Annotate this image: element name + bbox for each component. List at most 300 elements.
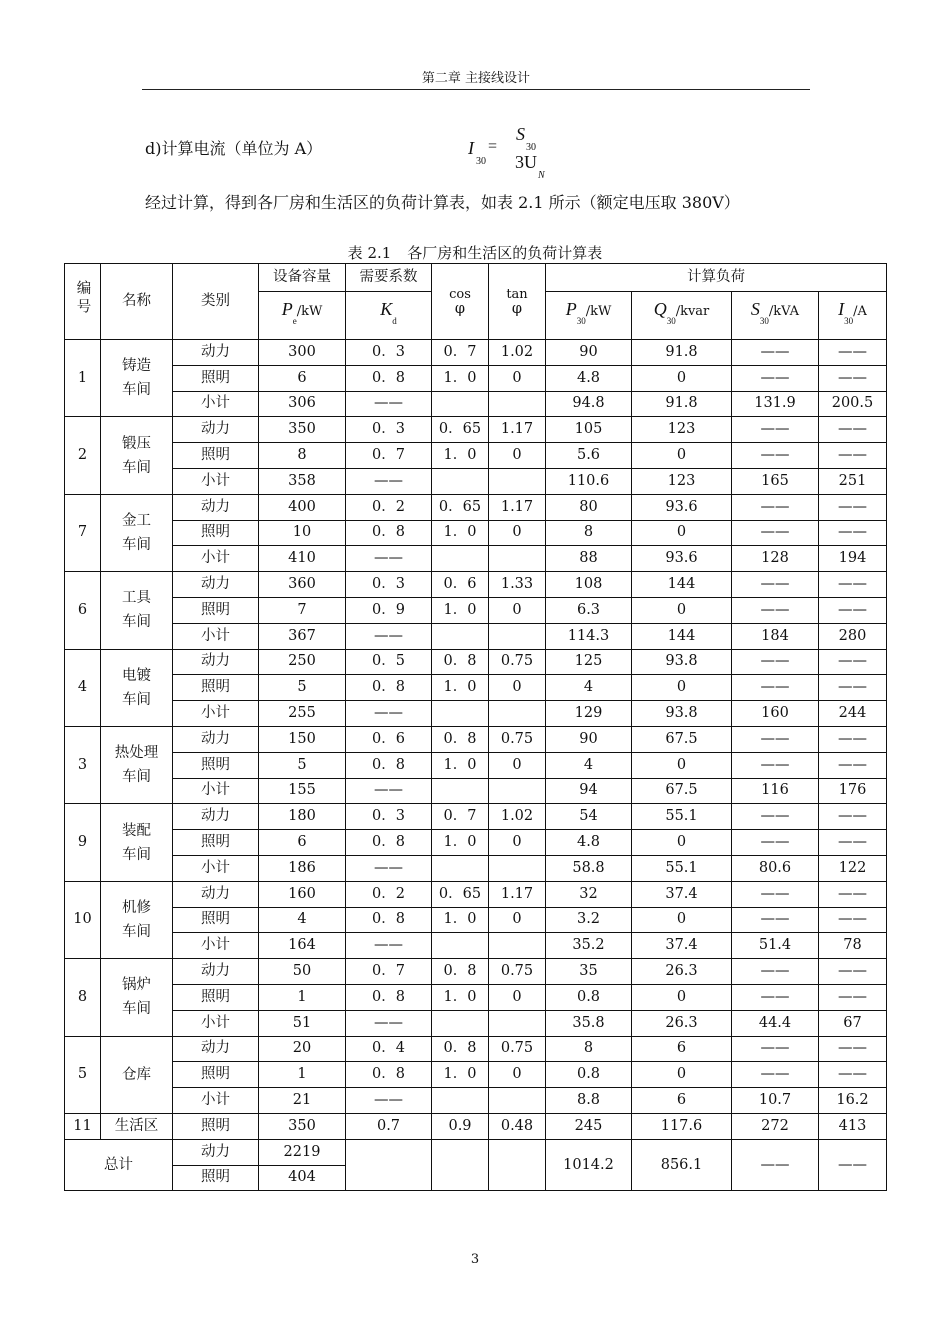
workshop-name-line: 车间	[122, 1001, 151, 1018]
table-cell	[489, 1010, 546, 1036]
table-cell: ——	[346, 933, 432, 959]
table-cell: 0．3	[346, 340, 432, 366]
table-cell: 4	[546, 752, 632, 778]
table-row	[65, 443, 887, 469]
table-cell: 0．7	[346, 959, 432, 985]
table-cell: ——	[732, 572, 819, 598]
table-cell	[432, 933, 489, 959]
workshop-number: 2	[65, 417, 101, 494]
workshop-number: 5	[65, 1036, 101, 1113]
workshop-name-line: 机修	[122, 899, 151, 916]
table-cell: 131.9	[732, 391, 819, 417]
table-cell: 108	[546, 572, 632, 598]
demand-symbol: K	[380, 299, 393, 319]
row-category: 照明	[173, 752, 259, 778]
workshop-name-line: 车间	[122, 536, 151, 553]
table-cell: 0	[489, 443, 546, 469]
table-cell: 10.7	[732, 1088, 819, 1114]
table-cell: ——	[819, 1062, 887, 1088]
table-cell: 0．2	[346, 881, 432, 907]
table-cell: 1．0	[432, 365, 489, 391]
table-cell: 0．8	[346, 675, 432, 701]
table-cell	[432, 623, 489, 649]
table-cell: 360	[259, 572, 346, 598]
table-cell: 1	[259, 1062, 346, 1088]
s30-unit: /kVA	[768, 304, 800, 319]
table-cell	[489, 391, 546, 417]
table-cell: 244	[819, 701, 887, 727]
formula-numerator: S	[516, 124, 525, 144]
table-cell	[489, 778, 546, 804]
table-cell: 0	[632, 597, 732, 623]
row-category: 动力	[173, 417, 259, 443]
table-cell: 54	[546, 804, 632, 830]
table-cell: 280	[819, 623, 887, 649]
table-cell: 80.6	[732, 855, 819, 881]
table-cell	[432, 778, 489, 804]
total-light-label: 照明	[173, 1165, 259, 1191]
table-cell: 165	[732, 468, 819, 494]
table-cell: ——	[819, 959, 887, 985]
table-cell: ——	[819, 984, 887, 1010]
workshop-name	[101, 649, 173, 726]
table-cell: 55.1	[632, 855, 732, 881]
table-row	[65, 933, 887, 959]
row-category: 照明	[173, 907, 259, 933]
table-cell: 照明	[173, 1113, 259, 1139]
table-cell: 1.33	[489, 572, 546, 598]
table-cell: ——	[346, 623, 432, 649]
capacity-symbol: P	[281, 299, 293, 319]
table-cell: 160	[732, 701, 819, 727]
table-cell: 0	[632, 907, 732, 933]
table-cell: 90	[546, 726, 632, 752]
table-cell: 67	[819, 1010, 887, 1036]
header-tan-top: tan	[506, 286, 528, 302]
table-cell: 1．0	[432, 443, 489, 469]
i30-unit: /A	[853, 304, 867, 319]
table-row	[65, 494, 887, 520]
table-cell: 0	[489, 365, 546, 391]
table-cell: 184	[732, 623, 819, 649]
table-cell: 0．8	[432, 726, 489, 752]
header-s30	[732, 292, 819, 340]
table-cell: 0．7	[432, 340, 489, 366]
table-cell: 4	[259, 907, 346, 933]
header-number	[65, 264, 101, 340]
table-cell: 250	[259, 649, 346, 675]
table-cell: 0．65	[432, 881, 489, 907]
workshop-name-line: 车间	[122, 459, 151, 476]
table-cell: 0.75	[489, 959, 546, 985]
workshop-number: 9	[65, 804, 101, 881]
workshop-name-line: 热处理	[114, 745, 159, 762]
formula-denominator: 3U	[515, 152, 537, 172]
workshop-name	[101, 881, 173, 958]
table-cell: 3.2	[546, 907, 632, 933]
table-cell: 0．7	[432, 804, 489, 830]
header-tan-bottom: φ	[511, 300, 523, 317]
table-cell: 0	[632, 365, 732, 391]
table-row	[65, 1010, 887, 1036]
table-cell: 0.75	[489, 726, 546, 752]
workshop-name	[101, 340, 173, 417]
table-cell: 105	[546, 417, 632, 443]
formula-equals: =	[488, 138, 498, 155]
table-cell: 0	[489, 984, 546, 1010]
table-row	[65, 468, 887, 494]
table-row	[65, 1036, 887, 1062]
table-row	[65, 365, 887, 391]
table-cell: 350	[259, 417, 346, 443]
table-cell: 0.9	[432, 1113, 489, 1139]
table-cell: 180	[259, 804, 346, 830]
table-row	[65, 804, 887, 830]
table-cell: 0．8	[432, 1036, 489, 1062]
row-category: 小计	[173, 1088, 259, 1114]
table-cell: ——	[732, 907, 819, 933]
table-cell: ——	[346, 701, 432, 727]
table-cell	[489, 701, 546, 727]
table-cell: 1.02	[489, 340, 546, 366]
table-cell: ——	[819, 520, 887, 546]
table-body	[65, 340, 887, 1191]
table-cell: 1.17	[489, 494, 546, 520]
table-cell: 0	[632, 1062, 732, 1088]
formula-label: d)计算电流（单位为 A）	[145, 139, 323, 158]
table-cell: ——	[732, 830, 819, 856]
table-row	[65, 752, 887, 778]
table-row	[65, 855, 887, 881]
table-cell: 128	[732, 546, 819, 572]
table-cell: 129	[546, 701, 632, 727]
table-cell: 0	[489, 907, 546, 933]
workshop-name-line: 装配	[122, 822, 151, 839]
table-cell: 0.48	[489, 1113, 546, 1139]
table-cell: ——	[732, 520, 819, 546]
table-cell: 410	[259, 546, 346, 572]
table-cell: 32	[546, 881, 632, 907]
table-cell: 0	[489, 675, 546, 701]
table-cell: 1．0	[432, 752, 489, 778]
row-category: 动力	[173, 340, 259, 366]
table-cell: 90	[546, 340, 632, 366]
table-cell: ——	[819, 881, 887, 907]
total-power-value: 2219	[259, 1139, 346, 1165]
table-cell: 251	[819, 468, 887, 494]
table-row	[65, 701, 887, 727]
table-cell: 1.17	[489, 881, 546, 907]
table-cell: ——	[819, 494, 887, 520]
table-cell: 0．8	[432, 959, 489, 985]
table-cell: 272	[732, 1113, 819, 1139]
table-cell: ——	[346, 778, 432, 804]
table-cell: 0．8	[346, 830, 432, 856]
table-cell	[489, 1088, 546, 1114]
table-caption-title: 各厂房和生活区的负荷计算表	[407, 244, 603, 262]
workshop-name	[101, 959, 173, 1036]
workshop-number: 7	[65, 494, 101, 571]
table-cell: 0	[632, 675, 732, 701]
row-category: 小计	[173, 468, 259, 494]
total-i30: ——	[819, 1139, 887, 1191]
table-cell: 0	[632, 520, 732, 546]
table-cell: 0．8	[346, 752, 432, 778]
table-cell: ——	[819, 365, 887, 391]
table-cell: 125	[546, 649, 632, 675]
header-cos-bottom: φ	[454, 300, 466, 317]
table-row	[65, 881, 887, 907]
table-cell: 110.6	[546, 468, 632, 494]
table-cell: 358	[259, 468, 346, 494]
table-cell: ——	[732, 365, 819, 391]
workshop-number: 3	[65, 726, 101, 803]
table-cell: 0．8	[346, 365, 432, 391]
table-cell: 26.3	[632, 1010, 732, 1036]
table-cell: 0．3	[346, 417, 432, 443]
table-cell: 5	[259, 675, 346, 701]
p30-sub: 30	[576, 316, 586, 326]
table-cell: 8	[546, 1036, 632, 1062]
q30-sub: 30	[666, 316, 676, 326]
table-row	[65, 572, 887, 598]
table-cell: 26.3	[632, 959, 732, 985]
table-cell	[489, 1139, 546, 1191]
load-calculation-table	[64, 263, 887, 1191]
workshop-name	[101, 726, 173, 803]
table-cell: 94.8	[546, 391, 632, 417]
table-cell: 0	[489, 597, 546, 623]
table-cell: ——	[732, 959, 819, 985]
body-paragraph: 经过计算，得到各厂房和生活区的负荷计算表，如表 2.1 所示（额定电压取 380V）	[145, 193, 740, 212]
total-s30: ——	[732, 1139, 819, 1191]
table-row	[65, 1062, 887, 1088]
workshop-name-line: 车间	[122, 691, 151, 708]
table-cell: ——	[732, 675, 819, 701]
row-category: 照明	[173, 520, 259, 546]
table-cell: ——	[732, 597, 819, 623]
table-cell: 5	[259, 752, 346, 778]
table-cell: 4.8	[546, 365, 632, 391]
table-cell: 0.7	[346, 1113, 432, 1139]
table-cell: ——	[819, 907, 887, 933]
formula-numerator-sub: 30	[526, 142, 536, 153]
capacity-unit: /kW	[296, 304, 323, 319]
table-cell: ——	[732, 804, 819, 830]
formula-denominator-sub: N	[538, 170, 545, 181]
i30-symbol: I	[838, 299, 845, 319]
row-category: 照明	[173, 830, 259, 856]
table-cell: 1	[259, 984, 346, 1010]
total-q30: 856.1	[632, 1139, 732, 1191]
workshop-name-line: 金工	[122, 512, 151, 529]
workshop-name-line: 锻压	[122, 435, 151, 452]
header-q30	[632, 292, 732, 340]
table-cell: 0	[489, 830, 546, 856]
table-cell: ——	[819, 443, 887, 469]
table-cell: 155	[259, 778, 346, 804]
workshop-name-line: 工具	[122, 590, 151, 607]
table-cell: 1．0	[432, 675, 489, 701]
table-cell	[489, 933, 546, 959]
demand-sub: d	[392, 316, 397, 326]
table-cell: 306	[259, 391, 346, 417]
table-cell: 367	[259, 623, 346, 649]
table-cell: 5.6	[546, 443, 632, 469]
header-category: 类别	[173, 264, 259, 340]
table-cell: 93.8	[632, 701, 732, 727]
table-row	[65, 984, 887, 1010]
table-cell: 123	[632, 417, 732, 443]
table-cell: 6	[259, 830, 346, 856]
table-cell: 114.3	[546, 623, 632, 649]
table-row	[65, 340, 887, 366]
workshop-name-line: 车间	[122, 614, 151, 631]
table-row-living	[65, 1113, 887, 1139]
table-row-total-power	[65, 1139, 887, 1165]
table-row	[65, 391, 887, 417]
table-cell: 117.6	[632, 1113, 732, 1139]
table-cell: 194	[819, 546, 887, 572]
workshop-name	[101, 572, 173, 649]
row-category: 动力	[173, 572, 259, 598]
row-category: 小计	[173, 701, 259, 727]
table-cell: 176	[819, 778, 887, 804]
row-category: 动力	[173, 959, 259, 985]
table-cell: 0	[632, 984, 732, 1010]
table-cell: 67.5	[632, 778, 732, 804]
header-cos	[432, 264, 489, 340]
row-category: 照明	[173, 675, 259, 701]
table-cell: 0．3	[346, 804, 432, 830]
table-cell: ——	[346, 546, 432, 572]
table-cell: 0．8	[346, 907, 432, 933]
workshop-number: 1	[65, 340, 101, 417]
table-cell: 1．0	[432, 984, 489, 1010]
living-name: 生活区	[101, 1113, 173, 1139]
row-category: 动力	[173, 1036, 259, 1062]
table-cell: 0.75	[489, 1036, 546, 1062]
table-row	[65, 726, 887, 752]
table-cell: 0．5	[346, 649, 432, 675]
table-cell: 144	[632, 572, 732, 598]
q30-symbol: Q	[653, 299, 667, 319]
table-cell: 0．8	[346, 1062, 432, 1088]
table-row	[65, 778, 887, 804]
table-cell: 4	[546, 675, 632, 701]
table-cell: 8	[259, 443, 346, 469]
table-cell: 55.1	[632, 804, 732, 830]
workshop-name	[101, 494, 173, 571]
table-cell	[489, 855, 546, 881]
table-cell: 0.8	[546, 1062, 632, 1088]
row-category: 小计	[173, 391, 259, 417]
table-cell: 350	[259, 1113, 346, 1139]
row-category: 动力	[173, 726, 259, 752]
table-cell: ——	[732, 1062, 819, 1088]
table-cell	[432, 546, 489, 572]
header-capacity: 设备容量	[259, 264, 346, 292]
header-capacity-symbol	[259, 292, 346, 340]
workshop-name-line: 车间	[122, 769, 151, 786]
table-cell	[489, 623, 546, 649]
table-cell: 16.2	[819, 1088, 887, 1114]
table-cell: 51	[259, 1010, 346, 1036]
table-cell: 0．8	[432, 649, 489, 675]
table-cell: ——	[732, 726, 819, 752]
table-cell: ——	[732, 649, 819, 675]
table-row	[65, 1088, 887, 1114]
table-cell: ——	[819, 1036, 887, 1062]
table-cell: 0	[632, 752, 732, 778]
table-cell	[432, 1139, 489, 1191]
row-category: 动力	[173, 494, 259, 520]
header-cos-top: cos	[449, 286, 471, 302]
header-demand-symbol	[346, 292, 432, 340]
table-cell: 67.5	[632, 726, 732, 752]
row-category: 小计	[173, 855, 259, 881]
table-cell: 0．8	[346, 520, 432, 546]
table-cell: ——	[819, 417, 887, 443]
table-row	[65, 546, 887, 572]
table-cell: 80	[546, 494, 632, 520]
workshop-number: 6	[65, 572, 101, 649]
table-cell	[432, 855, 489, 881]
table-cell: 10	[259, 520, 346, 546]
table-cell: 4.8	[546, 830, 632, 856]
table-cell: 245	[546, 1113, 632, 1139]
current-formula	[468, 124, 558, 184]
table-caption-number: 表 2.1	[347, 244, 392, 262]
table-cell: 88	[546, 546, 632, 572]
row-category: 动力	[173, 804, 259, 830]
workshop-name-line: 车间	[122, 846, 151, 863]
row-category: 照明	[173, 984, 259, 1010]
table-cell: 78	[819, 933, 887, 959]
table-cell: ——	[732, 494, 819, 520]
table-cell: 6	[632, 1088, 732, 1114]
table-row	[65, 959, 887, 985]
table-cell: 6	[259, 365, 346, 391]
p30-unit: /kW	[585, 304, 612, 319]
table-cell: ——	[819, 726, 887, 752]
table-cell	[346, 1139, 432, 1191]
table-cell: 35.8	[546, 1010, 632, 1036]
table-cell: 1.17	[489, 417, 546, 443]
table-cell: 51.4	[732, 933, 819, 959]
table-cell: 144	[632, 623, 732, 649]
row-category: 照明	[173, 1062, 259, 1088]
table-cell: 1.02	[489, 804, 546, 830]
table-cell: ——	[819, 340, 887, 366]
formula-lhs-sub: 30	[476, 156, 486, 167]
table-cell: 0．7	[346, 443, 432, 469]
table-cell: 0．4	[346, 1036, 432, 1062]
table-cell: ——	[732, 417, 819, 443]
table-cell	[432, 1088, 489, 1114]
table-cell: 0	[489, 1062, 546, 1088]
table-cell: 160	[259, 881, 346, 907]
table-cell	[489, 468, 546, 494]
s30-sub: 30	[759, 316, 769, 326]
table-row	[65, 417, 887, 443]
row-category: 照明	[173, 443, 259, 469]
row-category: 照明	[173, 597, 259, 623]
workshop-name-line: 电镀	[122, 667, 151, 684]
table-row	[65, 907, 887, 933]
table-cell: 8	[546, 520, 632, 546]
living-number: 11	[65, 1113, 101, 1139]
